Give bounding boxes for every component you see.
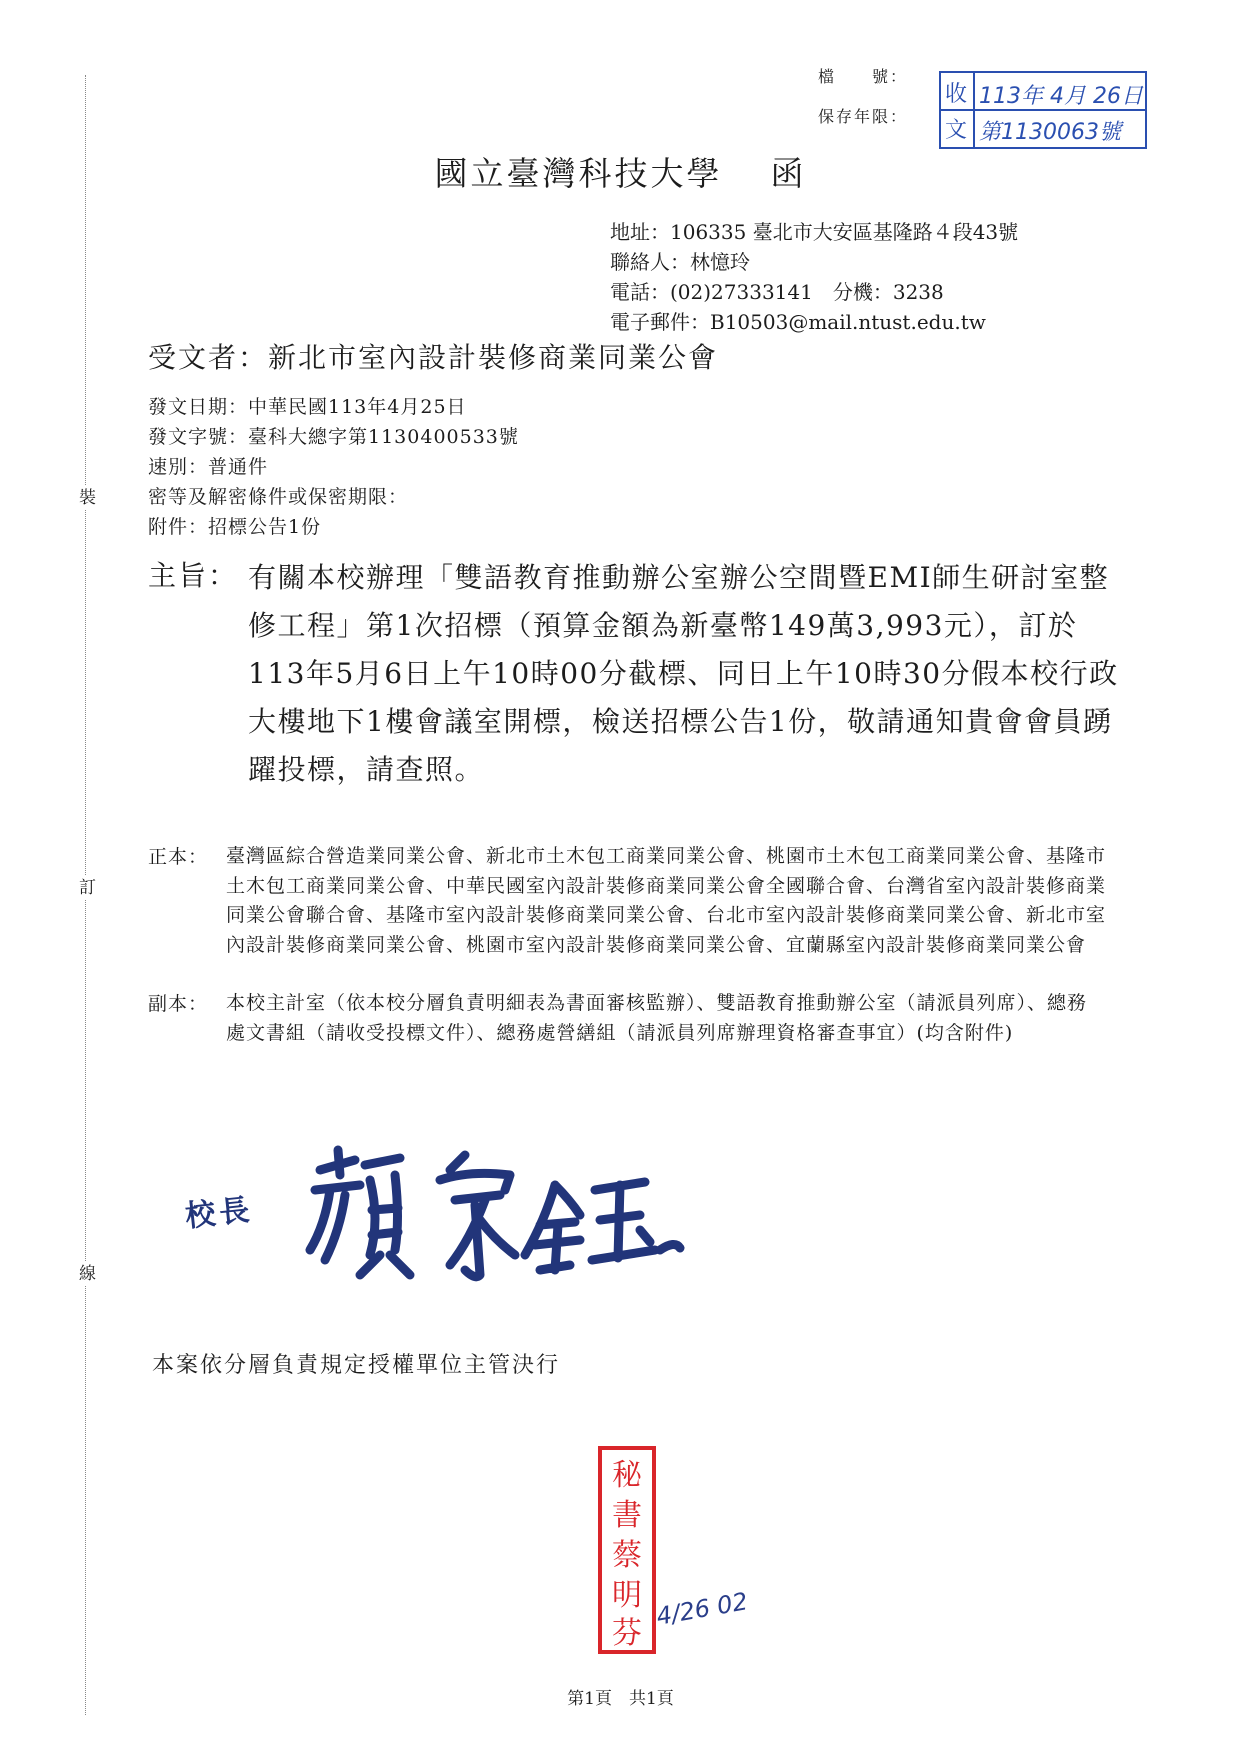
binding-char: 訂 [79,878,96,898]
speed-class: 速別：普通件 [148,456,269,478]
receipt-number: 第1130063號 [979,120,1121,145]
security-class: 密等及解密條件或保密期限： [148,486,409,508]
copy-recipients: 本校主計室（依本校分層負責明細表為書面審核監辦）、雙語教育推動辦公室（請派員列席）、總務處文書組（請收受投標文件）、總務處營繕組（請派員列席辦理資格審查事宜）(均含附件) [226,992,1088,1044]
retention-period-label: 保存年限： [818,107,909,126]
binding-char: 線 [79,1264,96,1284]
org-name: 國立臺灣科技大學 [434,154,723,193]
main-recipients-label: 正本： [148,846,209,868]
seal-char: 秘 [612,1458,642,1493]
signature-image [300,1130,700,1290]
delegation-note: 本案依分層負責規定授權單位主管決行 [152,1353,561,1378]
phone: 電話：(02)27333141 分機：3238 [610,280,944,304]
subject-label: 主旨： [148,559,239,592]
subject-text: 有關本校辦理「雙語教育推動辦公室辦公空間暨EMI師生研討室整修工程」第1次招標（預算金額為新臺幣149萬3,993元），訂於113年5月6日上午10時00分截標、同日上午10時30分假本校行政大樓地下1樓會議室開標，檢送招標公告1份，敬請通知貴會會員踴躍投標，請查照。 [248,561,1119,786]
seal-char: 蔡 [612,1538,642,1573]
receipt-stamp-label-2: 文 [945,118,968,143]
binding-char: 裝 [79,488,96,508]
receipt-date: 113年 4月 26日 [979,84,1143,109]
archive-number-label: 檔 號： [818,67,909,86]
receipt-stamp-label-1: 收 [945,82,968,107]
copy-recipients-label: 副本： [148,993,209,1015]
recipient: 受文者：新北市室內設計裝修商業同業公會 [148,341,719,374]
doc-number: 發文字號：臺科大總字第1130400533號 [148,426,519,448]
issue-date: 發文日期：中華民國113年4月25日 [148,396,467,418]
seal-char: 芬 [612,1616,642,1651]
page-number: 第1頁 共1頁 [567,1689,674,1709]
main-recipients: 臺灣區綜合營造業同業公會、新北市土木包工商業同業公會、桃園市土木包工商業同業公會、基隆市土木包工商業同業公會、中華民國室內設計裝修商業同業公會全國聯合會、台灣省室內設計裝修商業同業公會聯合會、基隆市室內設計裝修商業同業公會、台北市室內設計裝修商業同業公會、新北市室內設計裝修商業同業公會、桃園市室內設計裝修商業同業公會、宜蘭縣室內設計裝修商業同業公會 [226,845,1107,956]
attachment: 附件：招標公告1份 [148,516,322,538]
signature-title: 校長 [183,1192,256,1235]
seal-char: 明 [612,1578,642,1613]
email: 電子郵件：B10503@mail.ntust.edu.tw [610,310,986,334]
doc-type: 函 [770,154,807,193]
page-title [0,148,1241,195]
secretary-seal [597,1445,657,1655]
receipt-stamp [939,71,1147,149]
address: 地址：106335 臺北市大安區基隆路４段43號 [610,220,1019,244]
seal-handwritten-date: 4/26 02 [654,1587,750,1631]
seal-char: 書 [612,1498,642,1533]
contact-person: 聯絡人：林憶玲 [610,250,750,274]
